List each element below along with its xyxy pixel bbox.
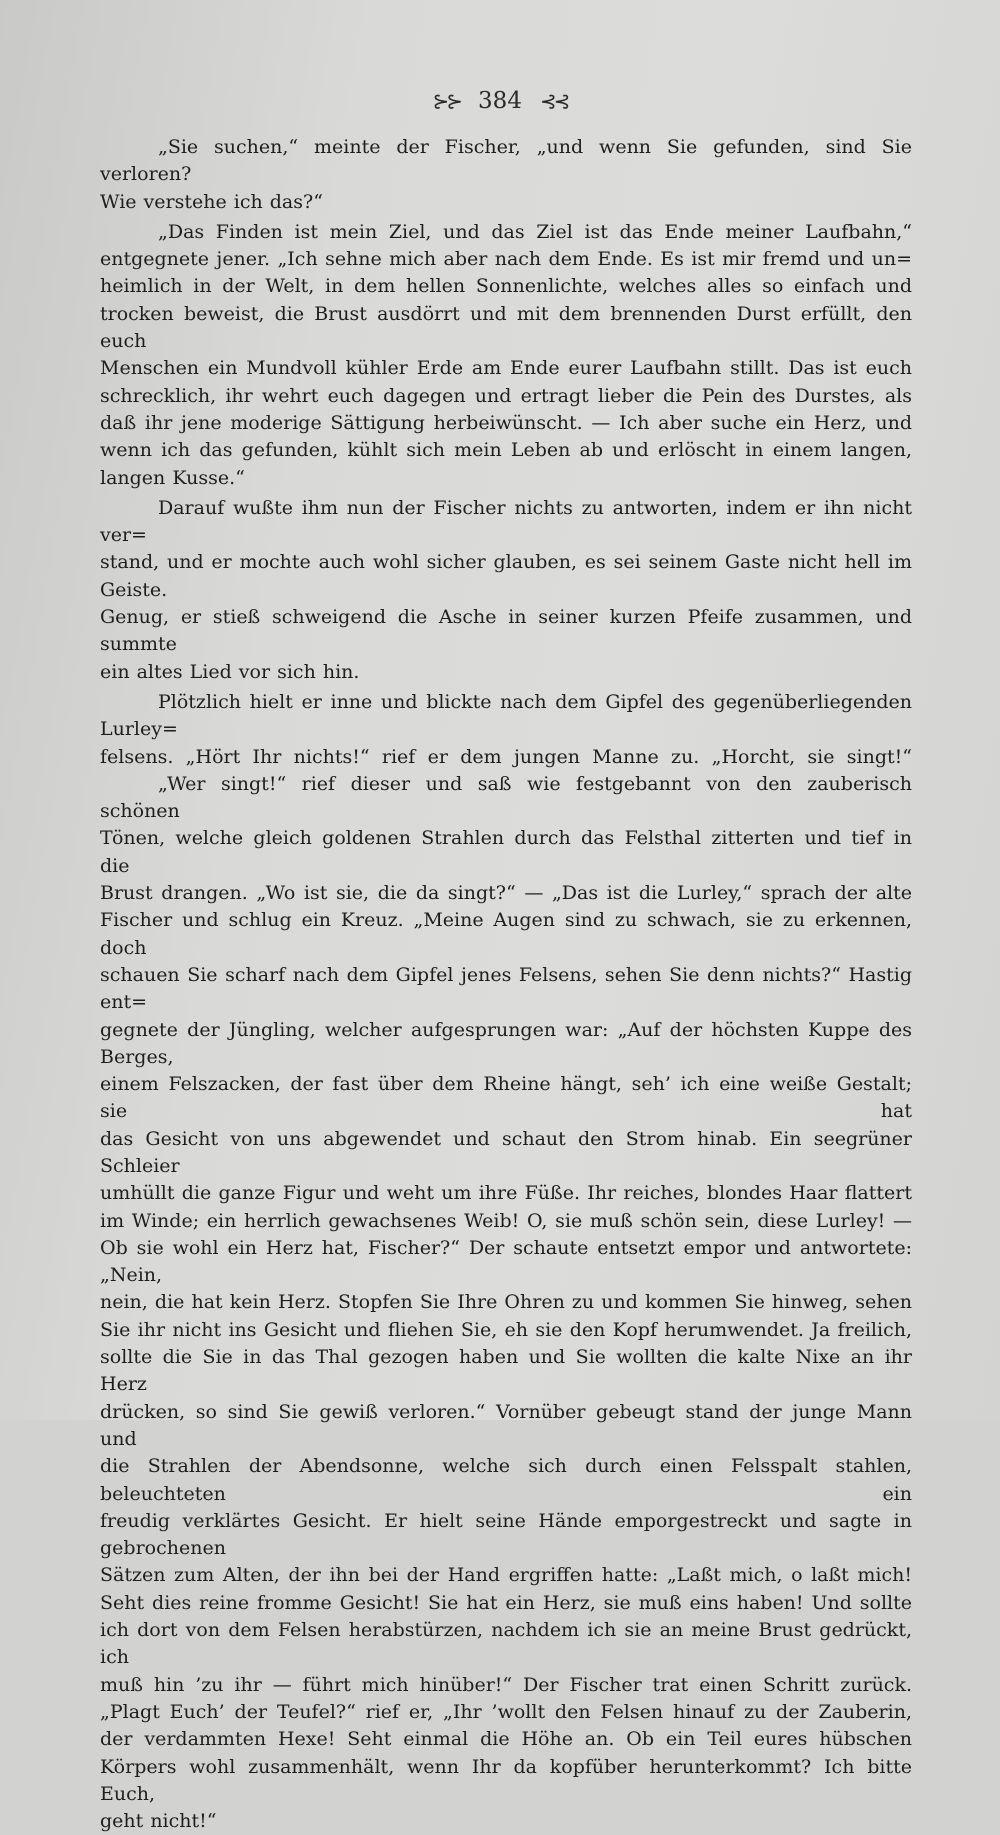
text-line: stand, und er mochte auch wohl sicher glauben, es sei seinem Gaste nicht hell im Geiste.	[100, 551, 912, 601]
text-line: daß ihr jene moderige Sättigung herbeiwünscht. — Ich aber suche ein Herz, und	[100, 411, 912, 434]
text-line: ein altes Lied vor sich hin.	[100, 660, 360, 683]
text-line: der verdammten Hexe! Seht einmal die Höhe an. Ob ein Teil eures hübschen	[100, 1728, 912, 1751]
text-line: Wie verstehe ich das?“	[100, 190, 323, 213]
text-line: schrecklich, ihr wehrt euch dagegen und ertragt lieber die Pein des Durstes, als	[100, 384, 912, 407]
text-line: sollte die Sie in das Thal gezogen haben und Sie wollten die kalte Nixe an ihr Herz	[100, 1346, 912, 1396]
text-line: umhüllt die ganze Figur und weht um ihre Füße. Ihr reiches, blondes Haar flattert	[100, 1182, 912, 1205]
text-line: Plötzlich hielt er inne und blickte nach dem Gipfel des gegenüberliegenden Lurley=	[100, 690, 912, 741]
text-line: Darauf wußte ihm nun der Fischer nichts zu antworten, indem er ihn nicht ver=	[100, 496, 912, 547]
text-line: „Wer singt!“ rief dieser und saß wie festgebannt von den zauberisch schönen	[100, 772, 912, 823]
text-line: felsens. „Hört Ihr nichts!“ rief er dem jungen Manne zu. „Horcht, sie singt!“	[100, 745, 912, 768]
text-line: „Plagt Euch’ der Teufel?“ rief er, „Ihr ’wollt den Felsen hinauf zu der Zauberin,	[100, 1700, 912, 1723]
text-line: muß hin ’zu ihr — führt mich hinüber!“ Der Fischer trat einen Schritt zurück.	[100, 1673, 912, 1696]
page-header	[0, 84, 1000, 118]
text-line: Sie ihr nicht ins Gesicht und fliehen Sie, eh sie den Kopf herumwendet. Ja freilich,	[100, 1318, 912, 1341]
text-line: Fischer und schlug ein Kreuz. „Meine Augen sind zu schwach, sie zu erkennen, doch	[100, 909, 912, 959]
text-line: „Das Finden ist mein Ziel, und das Ziel ist das Ende meiner Laufbahn,“	[158, 220, 912, 243]
text-line: Sätzen zum Alten, der ihn bei der Hand ergriffen hatte: „Laßt mich, o laßt mich!	[100, 1564, 912, 1587]
text-line: ich dort von dem Felsen herabstürzen, nachdem ich sie an meine Brust gedrückt, ich	[100, 1619, 912, 1669]
text-line: „Sie suchen,“ meinte der Fischer, „und wenn Sie gefunden, sind Sie verloren?	[100, 136, 912, 186]
text-line: wenn ich das gefunden, kühlt sich mein Leben ab und erlöscht in einem langen,	[100, 439, 912, 462]
page-body	[100, 134, 912, 1835]
text-line: einem Felszacken, der fast über dem Rheine hängt, seh’ ich eine weiße Gestalt; sie hat	[100, 1073, 912, 1123]
page-number: 384	[478, 88, 522, 114]
text-line: Körpers wohl zusammenhält, wenn Ihr da kopfüber herunterkommt? Ich bitte Euch,	[100, 1755, 912, 1805]
text-line: schauen Sie scharf nach dem Gipfel jenes Felsens, sehen Sie denn nichts?“ Hastig ent=	[100, 963, 912, 1014]
text-line: Tönen, welche gleich goldenen Strahlen durch das Felsthal zitterten und tief in die	[100, 827, 912, 877]
text-line: das Gesicht von uns abgewendet und schaut den Strom hinab. Ein seegrüner Schleier	[100, 1127, 912, 1177]
text-line: langen Kusse.“	[100, 466, 245, 489]
text-line: heimlich in der Welt, in dem hellen Sonnenlichte, welches alles so einfach und	[100, 275, 912, 298]
text-line: geht nicht!“	[100, 1810, 217, 1833]
text-line: freudig verklärtes Gesicht. Er hielt seine Hände emporgestreckt und sagte in gebrochenen	[100, 1509, 912, 1560]
text-line: nein, die hat kein Herz. Stopfen Sie Ihre Ohren zu und kommen Sie hinweg, sehen	[100, 1291, 912, 1314]
text-line: gegnete der Jüngling, welcher aufgesprungen war: „Auf der höchsten Kuppe des Berges,	[100, 1018, 912, 1068]
text-line: Brust drangen. „Wo ist sie, die da singt?“ — „Das ist die Lurley,“ sprach der alte	[100, 882, 912, 905]
text-line: im Winde; ein herrlich gewachsenes Weib! O, sie muß schön sein, diese Lurley! —	[100, 1209, 912, 1232]
text-line: drücken, so sind Sie gewiß verloren.“ Vornüber gebeugt stand der junge Mann und	[100, 1400, 912, 1450]
text-line: entgegnete jener. „Ich sehne mich aber nach dem Ende. Es ist mir fremd und un=	[100, 248, 912, 271]
text-line: Genug, er stieß schweigend die Asche in seiner kurzen Pfeife zusammen, und summte	[100, 606, 912, 656]
text-line: Seht dies reine fromme Gesicht! Sie hat ein Herz, sie muß eins haben! Und sollte	[100, 1591, 912, 1614]
text-line: Menschen ein Mundvoll kühler Erde am Ende eurer Laufbahn stillt. Das ist euch	[100, 357, 912, 380]
ornament-right-icon: ⊰⊰	[539, 89, 568, 113]
ornament-left-icon: ⊱⊱	[432, 89, 461, 113]
text-line: die Strahlen der Abendsonne, welche sich durch einen Felsspalt stahlen, beleuchteten ein	[100, 1455, 912, 1505]
text-line: Ob sie wohl ein Herz hat, Fischer?“ Der schaute entsetzt empor und antwortete: „Nein,	[100, 1236, 912, 1287]
text-line: trocken beweist, die Brust ausdörrt und mit dem brennenden Durst erfüllt, den euch	[100, 302, 912, 353]
